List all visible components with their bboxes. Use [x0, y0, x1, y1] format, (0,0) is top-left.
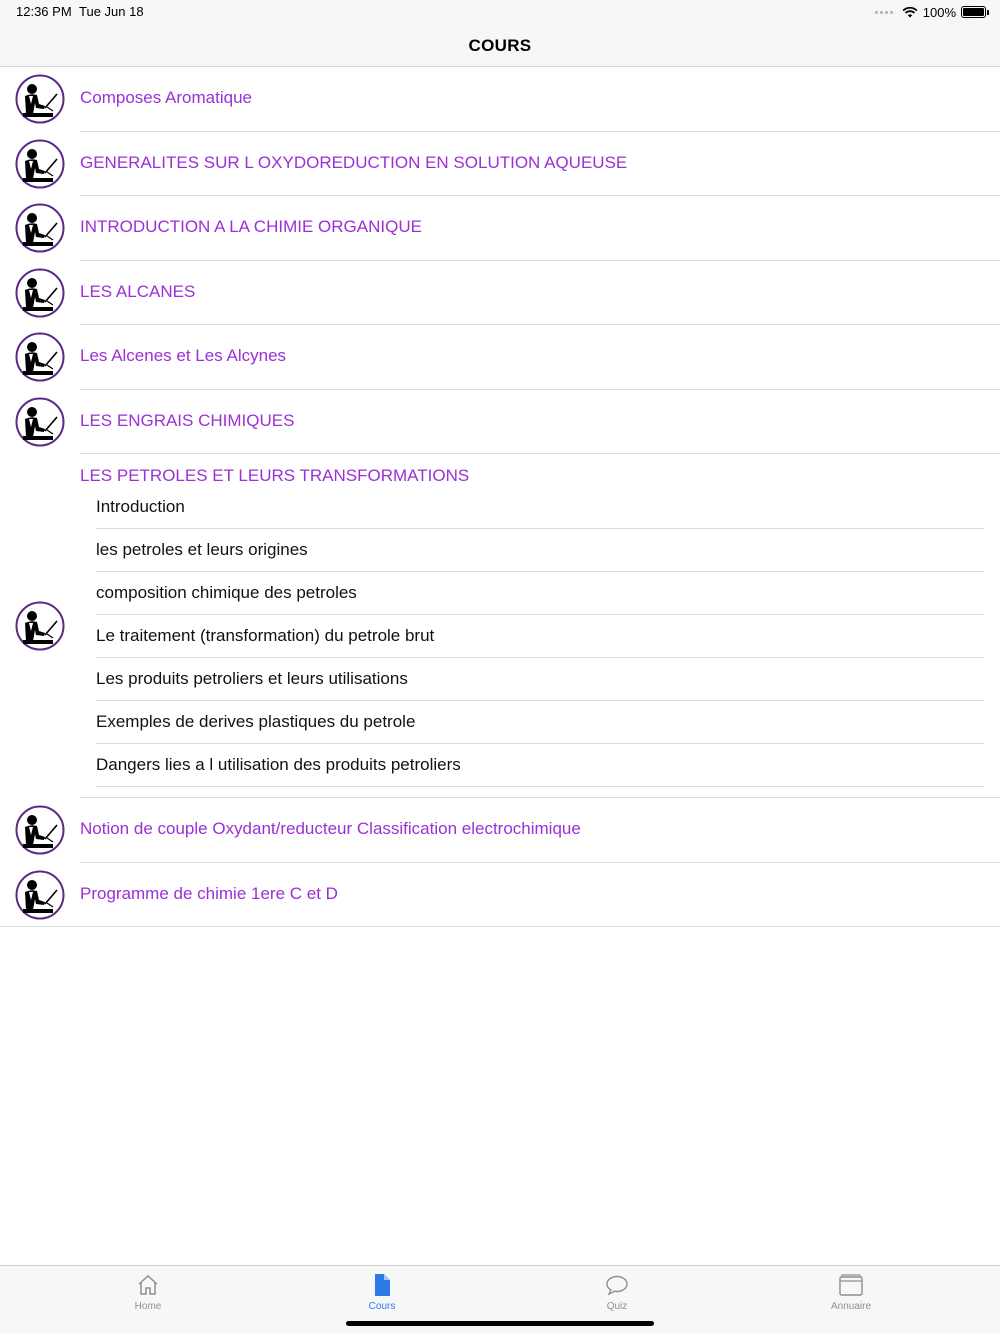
tab-label: Cours: [368, 1301, 396, 1312]
document-icon: [370, 1273, 394, 1297]
chapter-title: les petroles et leurs origines: [96, 540, 308, 559]
tab-cours[interactable]: [332, 1266, 432, 1316]
course-title: INTRODUCTION A LA CHIMIE ORGANIQUE: [80, 217, 422, 236]
course-title: LES ENGRAIS CHIMIQUES: [80, 410, 295, 430]
course-row[interactable]: [0, 325, 1000, 390]
chapter-title: Introduction: [96, 497, 185, 516]
chapter-title: composition chimique des petroles: [96, 583, 357, 602]
status-indicators: [875, 3, 986, 21]
course-title: LES ALCANES: [80, 281, 196, 301]
course-row[interactable]: [0, 390, 1000, 455]
course-row[interactable]: [0, 132, 1000, 197]
course-row[interactable]: [0, 798, 1000, 863]
page-title: COURS: [468, 36, 532, 55]
course-row[interactable]: [0, 863, 1000, 928]
teacher-icon: [15, 601, 65, 651]
wifi-icon: [902, 6, 918, 18]
course-title: Programme de chimie 1ere C et D: [80, 883, 338, 903]
chapter-item[interactable]: [96, 658, 984, 701]
tab-home[interactable]: [98, 1266, 198, 1316]
chapter-title: Exemples de derives plastiques du petrole: [96, 712, 416, 731]
chapter-item[interactable]: [96, 486, 984, 529]
chapter-item[interactable]: [96, 744, 984, 787]
status-bar: [0, 0, 1000, 24]
course-title[interactable]: LES PETROLES ET LEURS TRANSFORMATIONS: [80, 466, 470, 485]
cellular-signal-icon: [875, 11, 893, 14]
course-title: Les Alcenes et Les Alcynes: [80, 346, 287, 365]
chapter-item[interactable]: [96, 529, 984, 572]
tab-label: Annuaire: [830, 1301, 872, 1312]
teacher-icon: [15, 139, 65, 189]
tab-quiz[interactable]: [567, 1266, 667, 1316]
course-row[interactable]: [0, 67, 1000, 132]
teacher-icon: [15, 203, 65, 253]
chapter-title: Les produits petroliers et leurs utilisations: [96, 669, 408, 688]
battery-icon: [961, 6, 986, 18]
folder-icon: [839, 1273, 863, 1297]
tab-label: Quiz: [606, 1301, 628, 1312]
course-row[interactable]: [0, 261, 1000, 326]
course-group-petroles: [0, 454, 1000, 798]
teacher-icon: [15, 805, 65, 855]
battery-percent: 100%: [922, 4, 956, 20]
teacher-icon: [15, 397, 65, 447]
course-title: Composes Aromatique: [80, 88, 252, 107]
teacher-icon: [15, 332, 65, 382]
tab-label: Home: [134, 1301, 162, 1312]
chapter-item[interactable]: [96, 615, 984, 658]
course-title: Notion de couple Oxydant/reducteur Classification electrochimique: [80, 819, 581, 838]
course-title: GENERALITES SUR L OXYDOREDUCTION EN SOLUTION AQUEUSE: [80, 152, 628, 172]
course-row[interactable]: [0, 196, 1000, 261]
chat-bubble-icon: [605, 1273, 629, 1297]
status-date: Tue Jun 18: [79, 4, 144, 19]
teacher-icon: [15, 268, 65, 318]
chapter-list: [96, 486, 984, 787]
home-icon: [136, 1273, 160, 1297]
chapter-title: Le traitement (transformation) du petrole brut: [96, 626, 435, 645]
navigation-bar: [0, 24, 1000, 67]
chapter-item[interactable]: [96, 701, 984, 744]
teacher-icon: [15, 870, 65, 920]
course-list: [0, 67, 1000, 927]
tab-annuaire[interactable]: [801, 1266, 901, 1316]
status-time: 12:36 PM: [16, 4, 72, 19]
home-indicator: [346, 1321, 654, 1326]
chapter-item[interactable]: [96, 572, 984, 615]
teacher-icon: [15, 74, 65, 124]
chapter-title: Dangers lies a l utilisation des produits petroliers: [96, 755, 461, 774]
